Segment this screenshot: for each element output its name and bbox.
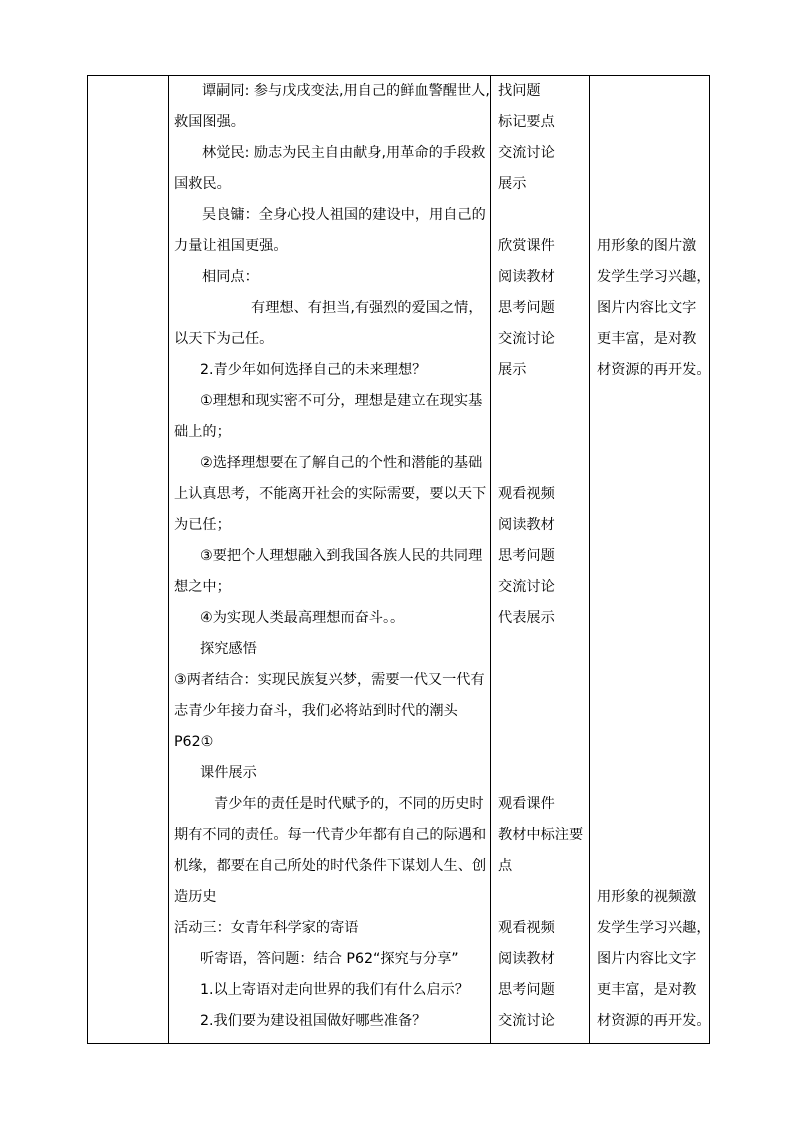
content-line: ①理想和现实密不可分，理想是建立在现实基 [200, 393, 483, 409]
content-line: 造历史 [174, 889, 217, 905]
activity-line: 交流讨论 [498, 579, 555, 595]
content-line: 活动三：女青年科学家的寄语 [174, 920, 359, 936]
intent-line: 更丰富，是对教 [597, 331, 697, 347]
activity-line: 交流讨论 [498, 1013, 555, 1029]
content-line: 想之中； [174, 579, 231, 595]
content-line: ③要把个人理想融入到我国各族人民的共同理 [200, 548, 483, 564]
design-intent-cell [590, 76, 710, 1044]
content-line: 志青少年接力奋斗，我们必将站到时代的潮头 [174, 703, 458, 719]
activity-line: 观看课件 [498, 796, 555, 812]
content-line: ④为实现人类最高理想而奋斗。。 [200, 610, 405, 626]
content-line: 2.青少年如何选择自己的未来理想？ [200, 362, 427, 378]
content-line: 以天下为己任。 [174, 331, 274, 347]
intent-line: 发学生学习兴趣， [597, 920, 711, 936]
activity-line: 交流讨论 [498, 145, 555, 161]
content-line: ③两者结合：实现民族复兴梦，需要一代又一代有 [174, 672, 485, 688]
activity-line: 思考问题 [498, 548, 555, 564]
activity-line: 观看视频 [498, 486, 555, 502]
blank-column-cell [88, 76, 169, 1044]
activity-line: 展示 [498, 362, 527, 378]
content-line: 救国图强。 [174, 114, 245, 130]
activity-line: 思考问题 [498, 300, 555, 316]
content-line: 1.以上寄语对走向世界的我们有什么启示？ [200, 982, 469, 998]
content-line: 上认真思考，不能离开社会的实际需要，要以天下 [174, 486, 487, 502]
intent-line: 图片内容比文字 [597, 951, 697, 967]
intent-line: 图片内容比文字 [597, 300, 697, 316]
content-line: 期有不同的责任。每一代青少年都有自己的际遇和 [174, 827, 487, 843]
intent-line: 材资源的再开发。 [597, 362, 711, 378]
activity-line: 阅读教材 [498, 269, 555, 285]
content-line: 相同点： [202, 269, 259, 285]
intent-line: 更丰富，是对教 [597, 982, 697, 998]
activity-line: 欣赏课件 [498, 238, 555, 254]
activity-line: 点 [498, 858, 513, 874]
content-line: 吴良镛：全身心投人祖国的建设中，用自己的 [202, 207, 486, 223]
content-line: 谭嗣同: 参与戊戌变法,用自己的鲜血警醒世人, [202, 83, 490, 99]
activity-line: 展示 [498, 176, 527, 192]
content-line: 青少年的责任是时代赋予的，不同的历史时 [214, 796, 484, 812]
teaching-content-cell [169, 76, 491, 1044]
content-line: 听寄语，答问题：结合 P62“探究与分享” [200, 951, 459, 967]
content-line: 2.我们要为建设祖国做好哪些准备？ [200, 1013, 427, 1029]
content-line: 林觉民: 励志为民主自由献身,用革命的手段救 [202, 145, 486, 161]
content-line: P62① [174, 734, 214, 750]
content-line: 为已任； [174, 517, 231, 533]
content-line: 础上的； [174, 424, 231, 440]
content-line: ②选择理想要在了解自己的个性和潜能的基础 [200, 455, 483, 471]
activity-line: 教材中标注要 [498, 827, 584, 843]
activity-line: 思考问题 [498, 982, 555, 998]
content-line: 国救民。 [174, 176, 231, 192]
intent-line: 用形象的视频激 [597, 889, 697, 905]
activity-line: 标记要点 [498, 114, 555, 130]
content-line: 有理想、有担当,有强烈的爱国之情， [251, 300, 483, 316]
table-row [88, 76, 710, 1044]
activity-line: 阅读教材 [498, 951, 555, 967]
intent-line: 材资源的再开发。 [597, 1013, 711, 1029]
content-line: 课件展示 [200, 765, 257, 781]
activity-line: 观看视频 [498, 920, 555, 936]
intent-line: 发学生学习兴趣， [597, 269, 711, 285]
activity-line: 交流讨论 [498, 331, 555, 347]
content-line: 力量让祖国更强。 [174, 238, 288, 254]
activity-line: 找问题 [498, 83, 541, 99]
intent-line: 用形象的图片激 [597, 238, 697, 254]
lesson-plan-table [87, 75, 710, 1044]
content-line: 探究感悟 [200, 641, 257, 657]
student-activity-cell [491, 76, 590, 1044]
content-line: 机缘，都要在自己所处的时代条件下谋划人生、创 [174, 858, 487, 874]
activity-line: 代表展示 [498, 610, 555, 626]
activity-line: 阅读教材 [498, 517, 555, 533]
